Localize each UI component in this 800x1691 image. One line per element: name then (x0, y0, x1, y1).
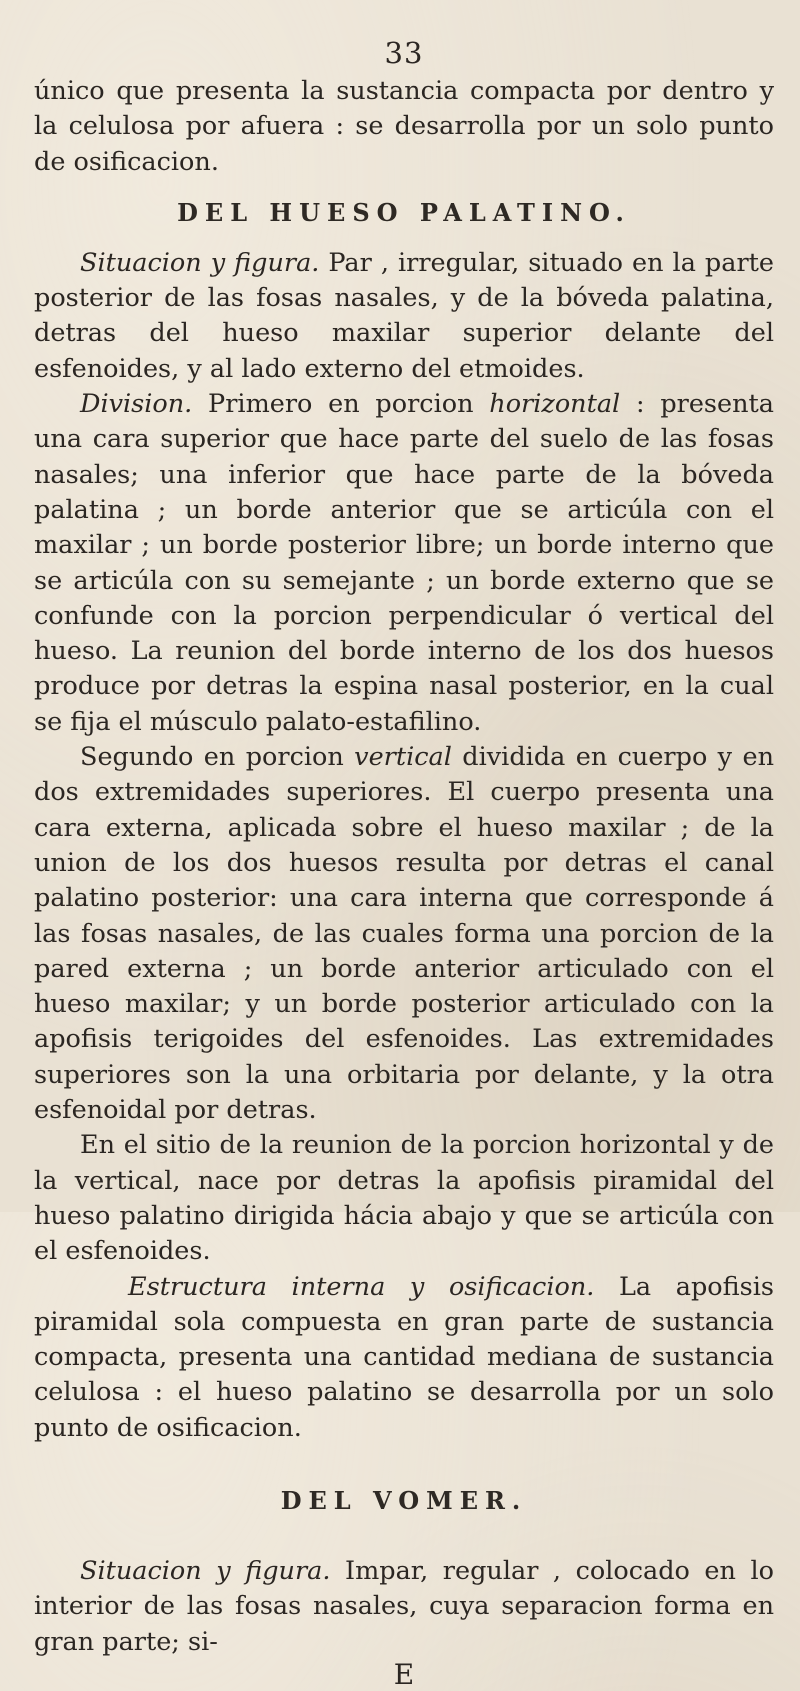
palatino-division-text-after: : presenta una cara superior que hace parte del suelo de las fosas nasales; una inferior que hace parte de la bóveda palatina ; un borde anterior que se articúla con el maxilar ; un borde posterior libre; un borde interno que se articúla con su semejante ; un borde externo que se confunde con la porcion perpendicular ó vertical del hueso. La reunion del borde interno de los dos huesos produce por detras la espina nasal posterior, en la cual se fija el músculo palato-estafilino. (34, 389, 774, 737)
palatino-situacion-text: Par , irregular, situado en la parte posterior de las fosas nasales, y de la bóveda palatina, detras del hueso maxilar superior delante del esfenoides, y al lado externo del etmoides. (34, 247, 774, 384)
vomer-situacion-text: Impar, regular , colocado en lo interior de las fosas nasales, cuya separacion forma en gran parte; si- (34, 1555, 774, 1657)
section-heading-vomer: DEL VOMER. (280, 1485, 528, 1515)
book-page (34, 38, 774, 1690)
palatino-reunion-paragraph: En el sitio de la reunion de la porcion horizontal y de la vertical, nace por detras la apofisis piramidal del hueso palatino dirigida hácia abajo y que se articúla con el esfenoides. (34, 1130, 774, 1267)
palatino-division-horizontal: horizontal (489, 389, 621, 420)
section-heading-palatino: DEL HUESO PALATINO. (177, 197, 631, 227)
palatino-estructura-paragraph (34, 1270, 774, 1446)
palatino-estructura-text: La apofisis piramidal sola compuesta en gran parte de sustancia compacta, presenta una cantidad mediana de sustancia celulosa : el hueso palatino se desarrolla por un solo punto de osificacion. (34, 1271, 774, 1443)
palatino-situacion-label: Situacion y figura. (80, 247, 320, 278)
opening-paragraph: único que presenta la sustancia compacta por dentro y la celulosa por afuera : se desarrolla por un solo punto de osificacion. (34, 76, 774, 177)
palatino-segundo-paragraph (34, 740, 774, 1128)
palatino-segundo-vertical: vertical (354, 742, 452, 773)
palatino-division-text-before: Primero en porcion (192, 389, 490, 420)
palatino-estructura-label: Estructura interna y osificacion. (128, 1271, 595, 1302)
page-number: 33 (384, 36, 424, 70)
palatino-division-label: Division. (80, 389, 193, 420)
vomer-situacion-label: Situacion y figura. (80, 1555, 331, 1586)
palatino-segundo-text-before: Segundo en porcion (80, 742, 355, 773)
palatino-division-paragraph (34, 387, 774, 740)
palatino-segundo-text-after: dividida en cuerpo y en dos extremidades superiores. El cuerpo presenta una cara externa, aplicada sobre el hueso maxilar ; de la union de los dos huesos resulta por detras el canal palatino posterior: una cara interna que corresponde á las fosas nasales, de las cuales forma una porcion de la pared externa ; un borde anterior articulado con el hueso maxilar; y un borde posterior articulado con la apofisis terigoides del esfenoides. Las extremidades superiores son la una orbitaria por delante, y la otra esfenoidal por detras. (34, 742, 774, 1126)
vomer-situacion-paragraph (34, 1554, 774, 1660)
signature-mark: E (393, 1657, 415, 1691)
palatino-situacion-paragraph (34, 246, 774, 387)
